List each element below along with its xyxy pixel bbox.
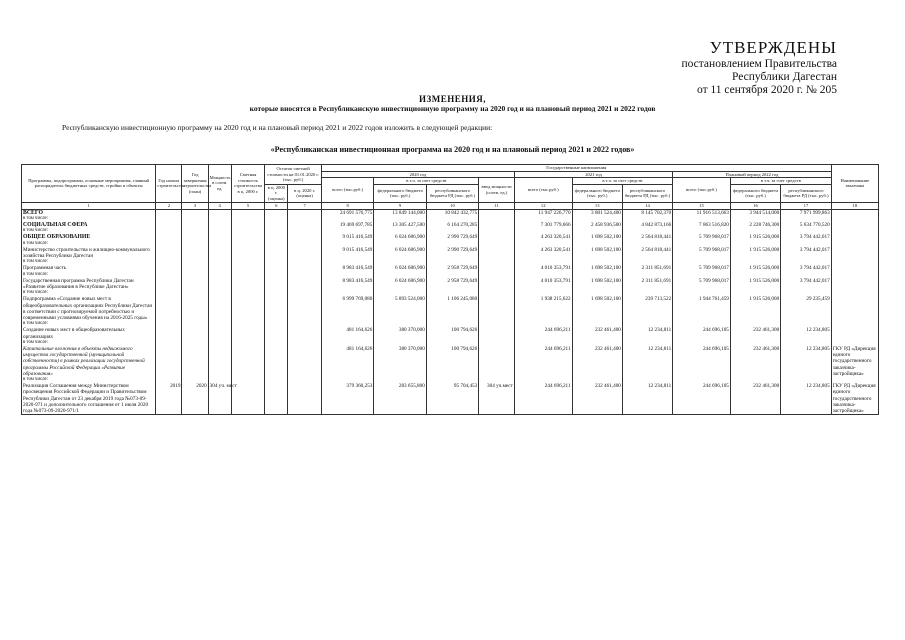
row-value: 9 015 416,549 <box>321 234 373 240</box>
row-end-year <box>182 247 208 259</box>
row-value: 1 106 245,080 <box>426 296 478 321</box>
row-value: 9 015 416,549 <box>321 247 373 259</box>
column-index: 13 <box>572 202 622 209</box>
row-value: 2 458 936,500 <box>572 222 622 228</box>
row-name: в том числе: <box>22 321 156 327</box>
row-remaining-2000 <box>265 278 288 290</box>
row-value: 232 461,300 <box>730 327 780 339</box>
row-value: 5 709 968,017 <box>673 234 731 240</box>
row-value: 11 916 513,663 <box>673 209 731 216</box>
row-value: 244 696,211 <box>514 383 572 415</box>
row-customer <box>831 209 878 216</box>
row-power: 304 уч. мест <box>208 383 231 415</box>
row-value: 239 713,522 <box>622 296 672 321</box>
row-name: ВСЕГО <box>22 209 156 216</box>
row-value: 1 698 502,100 <box>572 296 622 321</box>
row-start-year <box>156 296 182 321</box>
column-index: 16 <box>730 202 780 209</box>
row-value <box>479 209 515 216</box>
hdr-fed-2021: федерального бюджета (тыс. руб.) <box>572 184 622 202</box>
hdr-name: Программы, подпрограммы, основные мероприятия, главный распорядитель бюджетных средств, стройки и объекты <box>22 165 156 203</box>
row-estimated-cost <box>231 278 265 290</box>
table-row <box>22 346 879 377</box>
table-body <box>22 209 879 415</box>
hdr-end-year: Год завершения строительства (план) <box>182 165 208 203</box>
hdr-customer: Наименование заказчика <box>831 165 878 203</box>
row-remaining-2020 <box>288 383 322 415</box>
column-index: 11 <box>479 202 515 209</box>
row-value: 1 915 526,000 <box>730 234 780 240</box>
row-value: 12 234,811 <box>622 327 672 339</box>
approved-line-3: от 11 сентября 2020 г. № 205 <box>696 84 837 96</box>
row-remaining-2020 <box>288 346 322 377</box>
row-value: 5 709 968,017 <box>673 247 731 259</box>
column-index: 4 <box>208 202 231 209</box>
row-value: 12 234,805 <box>781 383 831 415</box>
row-value: 1 698 502,100 <box>572 234 622 240</box>
row-value: 6 024 686,900 <box>374 265 426 271</box>
hdr-power: Мощность в соотв. ед. <box>208 165 231 203</box>
row-value: 6 164 270,285 <box>426 222 478 228</box>
row-remaining-2000 <box>265 383 288 415</box>
row-start-year: 2019 <box>156 383 182 415</box>
row-value: 232 461,400 <box>572 346 622 377</box>
row-value: 1 915 526,000 <box>730 247 780 259</box>
row-value: 2 564 818,441 <box>622 247 672 259</box>
row-value: 4 010 353,791 <box>514 278 572 290</box>
row-value: 7 301 779,666 <box>514 222 572 228</box>
row-value: 8 145 702,370 <box>622 209 672 216</box>
table-row <box>22 209 879 216</box>
table-row <box>22 296 879 321</box>
row-value: 1 698 502,100 <box>572 265 622 271</box>
row-power <box>208 346 231 377</box>
row-remaining-2020 <box>288 327 322 339</box>
row-power <box>208 247 231 259</box>
row-value: 7 863 516,820 <box>673 222 731 228</box>
row-value: 7 971 999,863 <box>781 209 831 216</box>
row-power <box>208 327 231 339</box>
row-end-year <box>182 278 208 290</box>
hdr-total-2021: всего (тыс.руб.) <box>514 178 572 202</box>
hdr-incl-2021: в т.ч. за счет средств <box>572 178 673 185</box>
row-value: 13 305 427,500 <box>374 222 426 228</box>
row-value: 100 794,626 <box>426 346 478 377</box>
row-remaining-2000 <box>265 247 288 259</box>
approved-line-2: Республики Дагестан <box>732 71 837 83</box>
row-start-year <box>156 278 182 290</box>
table-row <box>22 247 879 259</box>
row-estimated-cost <box>231 247 265 259</box>
row-start-year <box>156 209 182 216</box>
row-value: 481 164,626 <box>321 327 373 339</box>
row-remaining-2000 <box>265 209 288 216</box>
row-value: 244 696,211 <box>514 346 572 377</box>
row-value: 244 696,105 <box>673 327 731 339</box>
document-title: ИЗМЕНЕНИЯ, <box>418 94 486 104</box>
row-value: 481 164,626 <box>321 346 373 377</box>
row-value: 10 842 432,775 <box>426 209 478 216</box>
approved-line-1: постановлением Правительства <box>681 58 837 70</box>
row-end-year <box>182 327 208 339</box>
row-value: 11 947 226,770 <box>514 209 572 216</box>
program-title: «Республиканская инвестиционная программа на 2020 год и на плановый период 2021 и 2022 годов» <box>270 145 635 154</box>
row-value: 12 234,805 <box>781 327 831 339</box>
intro-paragraph: Республиканскую инвестиционную программу на 2020 год и на плановый период 2021 и 2022 годов изложить в следующей редакции: <box>62 123 493 132</box>
row-remaining-2020 <box>288 278 322 290</box>
hdr-year-2022: Плановый период 2022 год <box>673 171 831 178</box>
column-index: 9 <box>374 202 426 209</box>
row-value: 4 263 320,541 <box>514 234 572 240</box>
row-end-year <box>182 346 208 377</box>
row-value: 4 010 353,791 <box>514 265 572 271</box>
row-value: 2 311 851,691 <box>622 265 672 271</box>
row-value: 3 794 442,017 <box>781 234 831 240</box>
row-value: 6 999 769,080 <box>321 296 373 321</box>
column-index: 1 <box>22 202 156 209</box>
row-value: 3 794 442,017 <box>781 278 831 290</box>
hdr-total-2022: всего (тыс.руб.) <box>673 178 731 202</box>
row-value: 244 696,105 <box>673 346 731 377</box>
row-value <box>479 327 515 339</box>
hdr-fed-2022: федерального бюджета (тыс. руб.) <box>730 184 780 202</box>
row-value: 12 234,811 <box>622 383 672 415</box>
row-value: 232 461,400 <box>572 383 622 415</box>
row-value: 3 944 514,000 <box>730 209 780 216</box>
row-power <box>208 278 231 290</box>
table-row <box>22 383 879 415</box>
row-name: в том числе: <box>22 272 156 278</box>
row-value: 13 849 144,000 <box>374 209 426 216</box>
row-customer: ГКУ РД «Дирекция единого государственного заказчика-застройщика» <box>831 346 878 377</box>
hdr-year-2020: 2020 год <box>321 171 514 178</box>
row-value: 95 704,453 <box>426 383 478 415</box>
row-estimated-cost <box>231 346 265 377</box>
hdr-remaining-2000: в ц. 2000 г. (оценка) <box>265 184 288 202</box>
hdr-remaining-cost: Остаток сметной стоимости на 01.01.2020 г. (тыс. руб.) <box>265 165 322 185</box>
row-value: 232 461,300 <box>730 346 780 377</box>
row-power <box>208 209 231 216</box>
hdr-fed-2020: федерального бюджета (тыс. руб.) <box>374 184 426 202</box>
row-name: в том числе: <box>22 216 156 222</box>
row-value: 2 990 729,649 <box>426 234 478 240</box>
row-value: 1 915 526,000 <box>730 278 780 290</box>
row-value: 380 370,000 <box>374 327 426 339</box>
hdr-gov-investments: Государственные капвложения <box>321 165 831 172</box>
row-value: 2 958 729,649 <box>426 278 478 290</box>
row-name: Министерство строительства и жилищно-коммунального хозяйства Республики Дагестан <box>22 247 156 259</box>
row-value: 19 469 697,785 <box>321 222 373 228</box>
row-value: 3 794 442,017 <box>781 247 831 259</box>
row-value: 1 944 761,459 <box>673 296 731 321</box>
row-value: 2 958 729,649 <box>426 265 478 271</box>
row-value: 1 938 215,622 <box>514 296 572 321</box>
hdr-incl-2020: в т.ч. за счет средств <box>374 178 479 185</box>
row-value: 12 234,805 <box>781 346 831 377</box>
row-name: в том числе: <box>22 228 156 234</box>
row-value: 304 уч.мест <box>479 383 515 415</box>
row-start-year <box>156 327 182 339</box>
row-customer <box>831 327 878 339</box>
column-index: 12 <box>514 202 572 209</box>
row-remaining-2000 <box>265 296 288 321</box>
row-remaining-2020 <box>288 209 322 216</box>
row-value <box>479 346 515 377</box>
table-row <box>22 278 879 290</box>
document-subtitle: которые вносятся в Республиканскую инвестиционную программу на 2020 год и на плановый период 2021 и 2022 годов <box>249 104 656 113</box>
table-row <box>22 327 879 339</box>
row-value: 2 311 851,691 <box>622 278 672 290</box>
row-value: 100 794,626 <box>426 327 478 339</box>
row-value: 1 915 526,000 <box>730 296 780 321</box>
row-name: Государственная программа Республики Дагестан «Развитие образования в Республике Дагестан» <box>22 278 156 290</box>
row-name: СОЦИАЛЬНАЯ СФЕРА <box>22 222 156 228</box>
row-value: 6 024 686,900 <box>374 234 426 240</box>
row-value: 2 228 746,300 <box>730 222 780 228</box>
row-customer <box>831 278 878 290</box>
hdr-remaining-2020: в ц. 2020 г. (оценка) <box>288 184 322 202</box>
approved-heading: УТВЕРЖДЕНЫ <box>709 38 837 57</box>
row-start-year <box>156 247 182 259</box>
row-estimated-cost <box>231 327 265 339</box>
row-name: Подпрограмма «Создание новых мест в общеобразовательных организациях Республики Дагестан в соответствии с прогнозируемой потребностью и современными условиями обучения на 2016-2025 годы» <box>22 296 156 321</box>
row-customer <box>831 296 878 321</box>
row-value: 1 915 526,000 <box>730 265 780 271</box>
row-name: Программная часть <box>22 265 156 271</box>
row-remaining-2020 <box>288 247 322 259</box>
row-estimated-cost <box>231 209 265 216</box>
investment-table <box>21 164 879 415</box>
column-index: 14 <box>622 202 672 209</box>
hdr-start-year: Год начала строительства <box>156 165 182 203</box>
row-name: в том числе: <box>22 241 156 247</box>
row-value: 5 634 770,520 <box>781 222 831 228</box>
row-end-year <box>182 296 208 321</box>
row-name: в том числе: <box>22 377 156 383</box>
row-name: Реализация Соглашения между Министерством просвещения Российской Федерации и Правительством Республики Дагестан от 23 декабря 2019 года №073-09-2020-971 и дополнительного соглашения от 1 июля 2020 года №073-09-2020-971/1 <box>22 383 156 415</box>
row-value: 2 564 818,441 <box>622 234 672 240</box>
row-end-year <box>182 209 208 216</box>
row-value: 3 794 442,017 <box>781 265 831 271</box>
column-index: 17 <box>781 202 831 209</box>
row-value: 5 709 968,017 <box>673 278 731 290</box>
row-value: 5 893 524,000 <box>374 296 426 321</box>
hdr-total-2020: всего (тыс.руб.) <box>321 178 373 202</box>
row-value: 12 234,811 <box>622 346 672 377</box>
column-index: 5 <box>231 202 265 209</box>
row-value: 380 370,000 <box>374 346 426 377</box>
row-estimated-cost <box>231 296 265 321</box>
row-power <box>208 296 231 321</box>
hdr-vvod-2020: ввод мощности (соотв. ед.) <box>479 178 515 202</box>
row-value: 6 024 686,900 <box>374 247 426 259</box>
row-start-year <box>156 346 182 377</box>
row-value: 232 461,300 <box>730 383 780 415</box>
row-value: 379 360,253 <box>321 383 373 415</box>
column-index: 6 <box>265 202 288 209</box>
hdr-rep-2022: республиканского бюджета РД (тыс. руб.) <box>781 184 831 202</box>
row-value <box>479 247 515 259</box>
hdr-year-2021: 2021 год <box>514 171 672 178</box>
row-value: 29 235,459 <box>781 296 831 321</box>
column-index: 7 <box>288 202 322 209</box>
approval-stamp <box>681 38 837 97</box>
row-name: Создание новых мест в общеобразовательных организациях <box>22 327 156 339</box>
row-value: 244 696,211 <box>514 327 572 339</box>
hdr-rep-2021: республиканского бюджета РД (тыс. руб.) <box>622 184 672 202</box>
hdr-incl-2022: в т.ч. за счет средств <box>730 178 831 185</box>
row-name: Капитальные вложения в объекты недвижимого имущества государственной (муниципальной собственности) в рамках реализации государственной программы Российской Федерации «Развитие образования» <box>22 346 156 377</box>
row-end-year: 2020 <box>182 383 208 415</box>
row-value: 5 709 968,017 <box>673 265 731 271</box>
row-value: 2 990 729,649 <box>426 247 478 259</box>
row-remaining-2000 <box>265 327 288 339</box>
column-index: 18 <box>831 202 878 209</box>
row-value: 6 024 686,900 <box>374 278 426 290</box>
column-index: 3 <box>182 202 208 209</box>
row-value: 3 801 524,400 <box>572 209 622 216</box>
row-name: в том числе: <box>22 259 156 265</box>
row-value: 232 461,400 <box>572 327 622 339</box>
row-value <box>479 278 515 290</box>
hdr-estimated-cost: Сметная стоимость строительства в ц. 2000 г. <box>231 165 265 203</box>
row-value: 283 655,800 <box>374 383 426 415</box>
row-value: 8 983 416,549 <box>321 265 373 271</box>
row-value: 4 842 873,166 <box>622 222 672 228</box>
column-index: 2 <box>156 202 182 209</box>
row-customer <box>831 247 878 259</box>
column-index: 15 <box>673 202 731 209</box>
row-remaining-2000 <box>265 346 288 377</box>
row-value: 8 983 416,549 <box>321 278 373 290</box>
row-customer: ГКУ РД «Дирекция единого государственного заказчика-застройщика» <box>831 383 878 415</box>
row-value <box>479 296 515 321</box>
row-value: 24 691 576,775 <box>321 209 373 216</box>
row-remaining-2020 <box>288 296 322 321</box>
column-index: 8 <box>321 202 373 209</box>
row-value: 1 698 502,100 <box>572 278 622 290</box>
row-name: в том числе: <box>22 290 156 296</box>
hdr-rep-2020: республиканского бюджета РД (тыс. руб.) <box>426 184 478 202</box>
column-index-row <box>22 202 879 209</box>
row-name: ОБЩЕЕ ОБРАЗОВАНИЕ <box>22 234 156 240</box>
column-index: 10 <box>426 202 478 209</box>
row-value: 244 696,105 <box>673 383 731 415</box>
row-value: 1 698 502,100 <box>572 247 622 259</box>
row-name: в том числе: <box>22 340 156 346</box>
row-value: 4 263 320,541 <box>514 247 572 259</box>
